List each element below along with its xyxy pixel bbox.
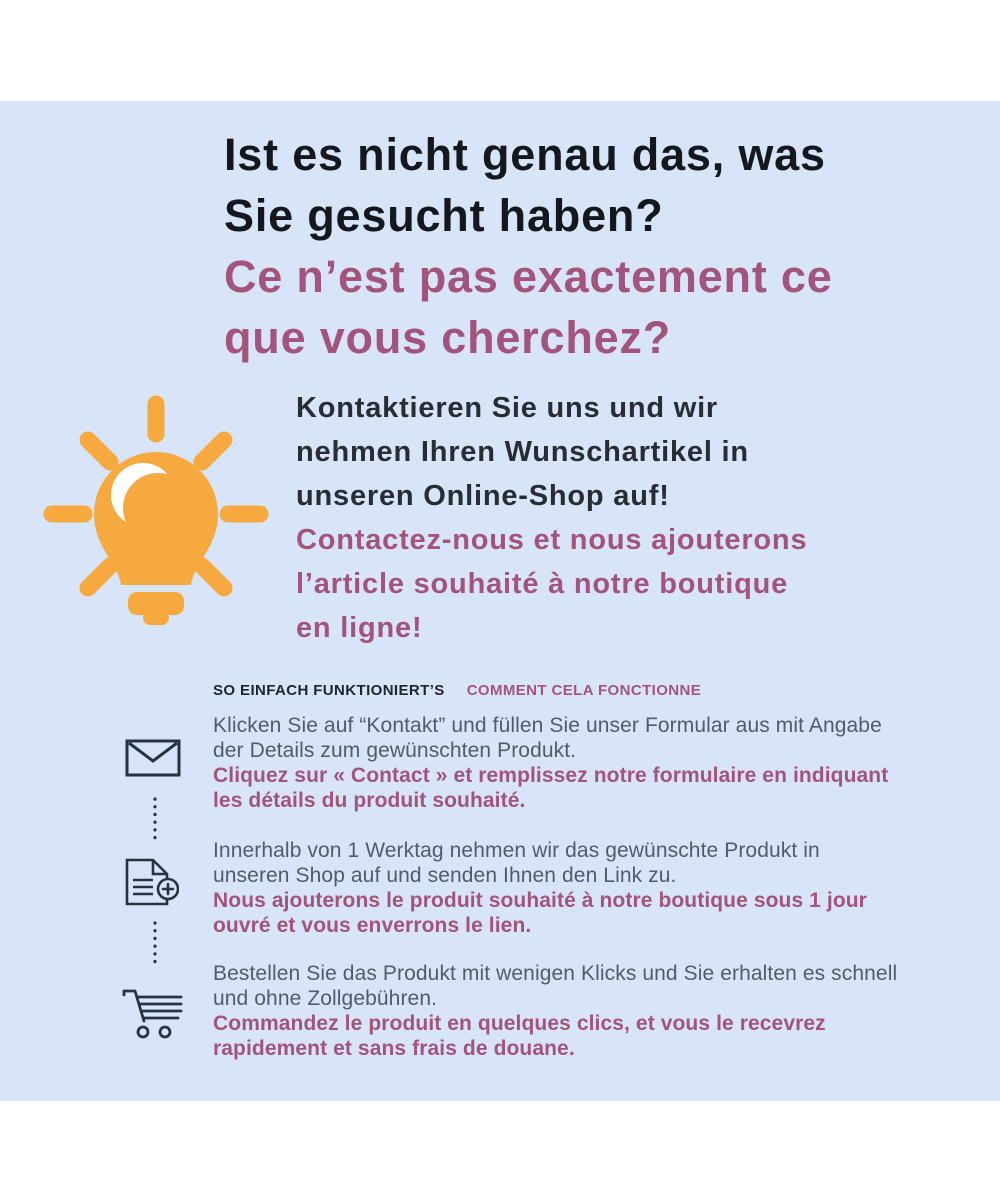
step-1-de-line-1: Klicken Sie auf “Kontakt” und füllen Sie unser Formular aus mit Angabe bbox=[213, 714, 882, 737]
step-3-fr-line-1: Commandez le produit en quelques clics, et vous le recevrez bbox=[213, 1012, 826, 1035]
headline-de-line-2: Sie gesucht haben? bbox=[224, 190, 664, 241]
intro-de-line-2: nehmen Ihren Wunschartikel in bbox=[296, 436, 749, 468]
shopping-cart-icon bbox=[117, 983, 187, 1041]
dotted-connector-2 bbox=[151, 920, 159, 972]
how-it-works-fr: COMMENT CELA FONCTIONNE bbox=[466, 682, 702, 699]
headline-de-line-1: Ist es nicht genau das, was bbox=[224, 129, 826, 180]
headline-fr-line-2: que vous cherchez? bbox=[224, 312, 672, 363]
step-1-de-line-2: der Details zum gewünschten Produkt. bbox=[213, 739, 577, 762]
blue-panel bbox=[0, 101, 1000, 1101]
step-3-de-line-2: und ohne Zollgebühren. bbox=[213, 987, 438, 1010]
step-1-text bbox=[213, 713, 943, 813]
step-2-de-line-2: unseren Shop auf und senden Ihnen den Link zu. bbox=[213, 864, 677, 887]
step-3-text bbox=[213, 961, 943, 1061]
intro-fr-line-3: en ligne! bbox=[296, 612, 423, 644]
intro-de-line-1: Kontaktieren Sie uns und wir bbox=[296, 392, 719, 424]
how-it-works-de: SO EINFACH FUNKTIONIERT’S bbox=[213, 682, 445, 699]
step-2-de-line-1: Innerhalb von 1 Werktag nehmen wir das gewünschte Produkt in bbox=[213, 839, 820, 862]
headline bbox=[224, 124, 833, 368]
intro-fr-line-2: l’article souhaité à notre boutique bbox=[296, 568, 789, 600]
step-2-fr-line-2: ouvré et vous enverrons le lien. bbox=[213, 914, 532, 937]
step-1-fr-line-2: les détails du produit souhaité. bbox=[213, 789, 526, 812]
step-2-text bbox=[213, 838, 943, 938]
dotted-connector-1 bbox=[151, 796, 159, 848]
step-3-fr-line-2: rapidement et sans frais de douane. bbox=[213, 1037, 575, 1060]
lightbulb-icon bbox=[42, 394, 274, 634]
step-3-de-line-1: Bestellen Sie das Produkt mit wenigen Klicks und Sie erhalten es schnell bbox=[213, 962, 898, 985]
how-it-works-header bbox=[213, 682, 701, 700]
intro-fr-line-1: Contactez-nous et nous ajouterons bbox=[296, 524, 808, 556]
intro-text bbox=[296, 386, 896, 650]
envelope-icon bbox=[125, 739, 181, 777]
document-add-icon bbox=[123, 856, 179, 908]
headline-fr-line-1: Ce n’est pas exactement ce bbox=[224, 251, 833, 302]
step-1-fr-line-1: Cliquez sur « Contact » et remplissez notre formulaire en indiquant bbox=[213, 764, 889, 787]
step-2-fr-line-1: Nous ajouterons le produit souhaité à notre boutique sous 1 jour bbox=[213, 889, 867, 912]
intro-de-line-3: unseren Online-Shop auf! bbox=[296, 480, 670, 512]
